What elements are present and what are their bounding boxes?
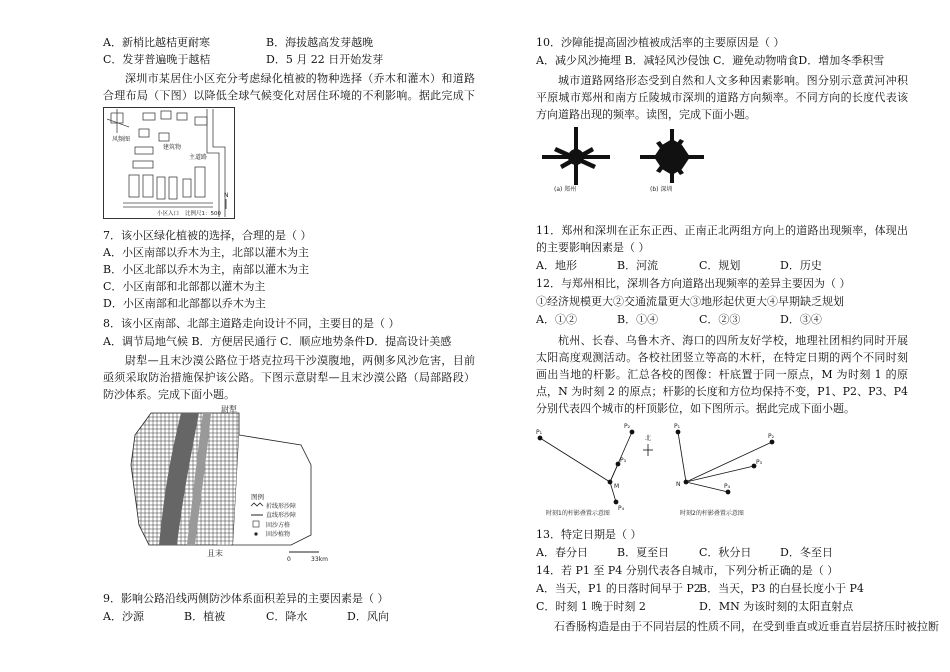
map1-road-label: 主道路 <box>189 154 208 161</box>
q9-option-b: B．植被 <box>184 610 226 623</box>
q12-option-a: A．①② <box>536 313 577 326</box>
q14-option-a: A．当天，P1 的日落时间早于 P2 <box>536 582 701 595</box>
q12-option-c: C．②③ <box>699 313 741 326</box>
q14-option-c: C．时刻 1 晚于时刻 2 <box>536 600 646 613</box>
q10-options: A．减少风沙掩埋 B．减轻风沙侵蚀 C．避免动物啃食D．增加冬季积雪 <box>536 54 885 67</box>
shadow2-p1: P₁ <box>674 423 681 430</box>
shadow1-caption: 时刻1的杆影叠置示意图 <box>546 510 610 517</box>
map1-north-label: N <box>224 192 229 199</box>
q9-option-c: C．降水 <box>266 610 308 623</box>
q9-option-d: D．风向 <box>347 610 389 623</box>
sand-plant-icon <box>254 532 257 535</box>
q6-option-d: D．5 月 22 日开始发芽 <box>266 53 384 66</box>
shadow1-p3: P₃ <box>620 457 627 464</box>
q10-stem: 10．沙障能提高固沙植被成活率的主要原因是（ ） <box>536 36 785 49</box>
map2-scale-0: 0 <box>287 556 291 563</box>
q12-stem: 12．与郑州相比，深圳各方向道路出现频率的差异主要因为（ ） <box>536 277 851 290</box>
map2-legend-4: 固沙植物 <box>266 531 291 538</box>
q14-stem: 14．若 P1 至 P4 分别代表各自城市，下列分析正确的是（ ） <box>536 564 839 577</box>
q6-option-b: B．海拔越高发芽越晚 <box>266 36 374 49</box>
q14-option-d: D．MN 为该时刻的太阳直射点 <box>699 600 854 613</box>
q13-option-b: B．夏至日 <box>617 546 670 559</box>
map2-legend-3: 固沙方格 <box>266 522 291 529</box>
desert-highway-map <box>121 405 351 563</box>
map2-legend-title: 图例 <box>251 493 264 501</box>
q11-option-c: C．规划 <box>699 259 741 272</box>
left-column <box>103 0 503 672</box>
shadow2-caption: 时刻2的杆影叠置示意图 <box>680 510 744 517</box>
cap-zhengzhou: (a) 郑州 <box>554 186 577 193</box>
shadow1-p1: P₁ <box>536 429 543 436</box>
map2-scale-1: 33km <box>311 556 328 563</box>
q11-option-d: D．历史 <box>780 259 822 272</box>
sand-grid-icon <box>253 521 259 527</box>
map1-building-label: 建筑物 <box>163 144 182 151</box>
shadow1-p4: P₄ <box>618 505 625 512</box>
residential-map <box>103 107 235 219</box>
map2-south-city: 且末 <box>207 549 223 558</box>
q8-stem: 8．该小区南部、北部主道路走向设计不同，主要目的是（ ） <box>103 317 400 330</box>
intro-paragraph-1: 深圳市某居住小区充分考虑绿化植被的物种选择（乔木和灌木）和道路合理布局（下图）以降低全球气候变化对居住环境的不利影响。据此完成下 <box>103 72 475 102</box>
q7-option-c: C．小区南部和北部都以灌木为主 <box>103 280 266 293</box>
shadow2-n: N <box>676 481 681 488</box>
shadow2-p2: P₂ <box>768 433 775 440</box>
q9-option-a: A．沙源 <box>103 610 144 623</box>
cap-shenzhen: (b) 深圳 <box>650 186 673 193</box>
shadow1-p2: P₂ <box>624 423 631 430</box>
q11-option-a: A．地形 <box>536 259 577 272</box>
intro-paragraph-3: 城市道路网络形态受到自然和人文多种因素影响。图分别示意黄河冲积平原城市郑州和南方丘陵城市深圳的道路方向频率。不同方向的长度代表该方向道路出现的频率。读图，完成下面小题。 <box>536 74 908 121</box>
map2-north-city: 尉犁 <box>221 405 237 414</box>
q11-stem: 11．郑州和深圳在正东正西、正南正北两组方向上的道路出现频率，体现出的主要影响因素是（ ） <box>536 224 908 254</box>
q7-option-a: A．小区南部以乔木为主，北部以灌木为主 <box>103 246 309 259</box>
shadow-diagram-1 <box>536 420 666 518</box>
q8-options: A．调节局地气候 B．方便居民通行 C．顺应地势条件D．提高设计美感 <box>103 335 452 348</box>
q13-stem: 13．特定日期是（ ） <box>536 528 642 541</box>
map1-wind-label: 风频图 <box>112 136 131 143</box>
right-column <box>536 0 939 672</box>
q13-option-d: D．冬至日 <box>780 546 833 559</box>
q6-option-c: C．发芽普遍晚于越桔 <box>103 53 211 66</box>
q7-option-b: B．小区北部以乔木为主，南部以灌木为主 <box>103 263 310 276</box>
map1-scale-label: 比例尺1：500 <box>185 211 221 217</box>
q13-option-a: A．春分日 <box>536 546 588 559</box>
q12-option-d: D．③④ <box>780 313 822 326</box>
intro-paragraph-4: 杭州、长春、乌鲁木齐、海口的四所友好学校，地理社团相约同时开展太阳高度观测活动。各校社团竖立等高的木杆，在特定日期的两个不同时刻画出当地的杆影。汇总各校的图像：杆底置于同一原点，M 为时刻 1 的原点，N 为时刻 2 的原点；杆影的长度和方位均保持不变，P1、P2、P3、P4 分别代表四个城市的杆顶影位，如下图所示。据此完成下面小题。 <box>536 334 908 415</box>
last-line: 石香肠构造是由于不同岩层的性质不同，在受到垂直或近垂直岩层挤压时被拉断 <box>554 620 939 633</box>
shadow1-north: 北 <box>645 435 652 442</box>
shadow2-p3: P₃ <box>756 459 763 466</box>
shadow2-p4: P₄ <box>724 483 731 490</box>
q11-option-b: B．河流 <box>617 259 659 272</box>
shadow-diagram-2 <box>676 420 806 518</box>
q6-option-a: A．新梢比越桔更耐寒 <box>103 36 210 49</box>
map2-legend-1: 折线形沙障 <box>266 503 297 510</box>
road-rose-zhengzhou <box>536 125 616 193</box>
shadow1-m: M <box>614 483 620 490</box>
q7-stem: 7．该小区绿化植被的选择，合理的是（ ） <box>103 229 312 242</box>
q12-option-b: B．①④ <box>617 313 659 326</box>
q7-option-d: D．小区南部和北部都以乔木为主 <box>103 297 266 310</box>
q14-option-b: B．当天，P3 的白昼长度小于 P4 <box>699 582 864 595</box>
map1-entrance-label: 小区入口 <box>157 211 180 217</box>
q13-option-c: C．秋分日 <box>699 546 752 559</box>
q12-items: ①经济规模更大②交通流量更大③地形起伏更大④早期缺乏规划 <box>536 295 844 308</box>
road-rose-shenzhen <box>632 125 712 193</box>
map2-legend-2: 直线形沙障 <box>266 512 297 519</box>
q9-stem: 9．影响公路沿线两侧防沙体系面积差异的主要因素是（ ） <box>103 592 389 605</box>
intro-paragraph-2: 尉犁—且末沙漠公路位于塔克拉玛干沙漠腹地，两侧多风沙危害，目前亟须采取防治措施保护该公路。下图示意尉犁—且末沙漠公路（局部路段）防沙体系。完成下面小题。 <box>103 354 475 401</box>
